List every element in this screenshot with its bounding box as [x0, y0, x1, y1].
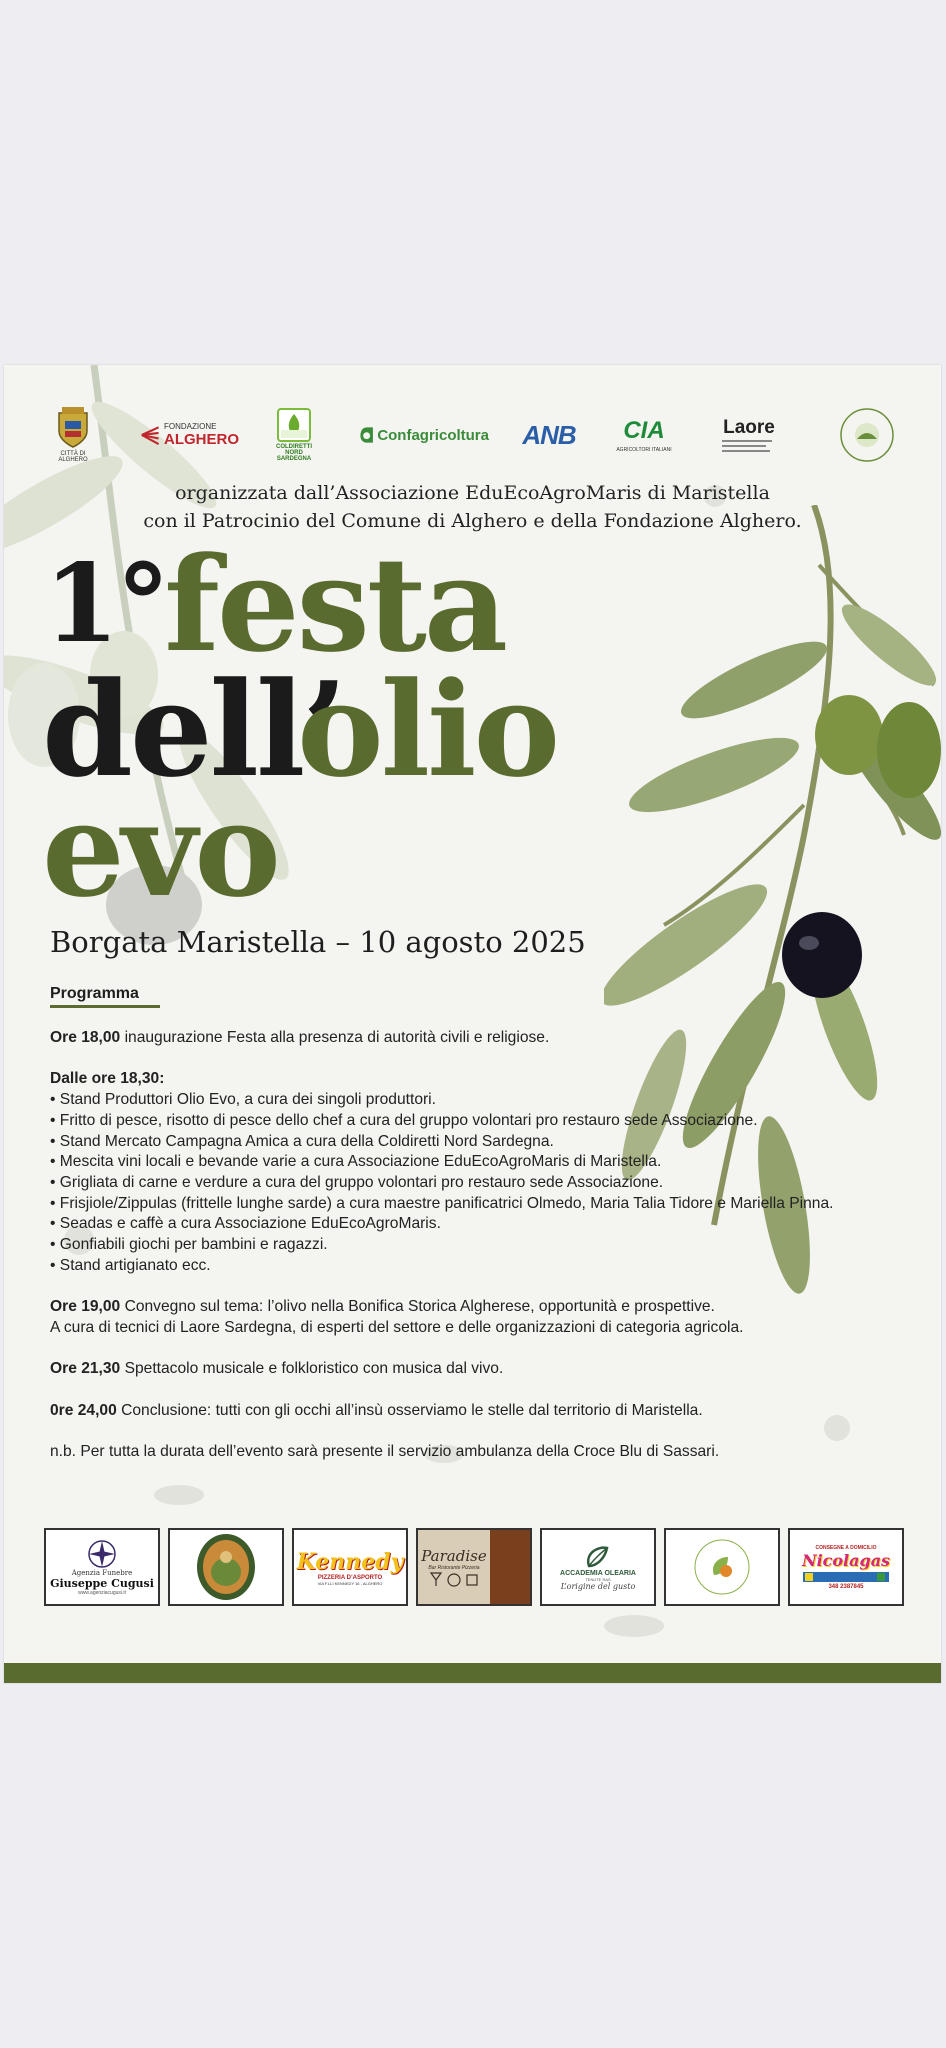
event-poster — [4, 365, 941, 1683]
partner-logos — [4, 405, 941, 475]
cia-logo — [609, 405, 679, 465]
laore-label: Laore — [723, 417, 775, 438]
program-bullet: • Stand Mercato Campagna Amica a cura della Coldiretti Nord Sardegna. — [50, 1132, 554, 1150]
agenzia-url: www.agenziacugusi.it — [78, 1589, 126, 1596]
sponsor-paradise — [416, 1528, 532, 1606]
program-time: Ore 18,00 — [50, 1029, 121, 1046]
sponsor-agriturismo — [168, 1528, 284, 1606]
sponsor-nicolagas — [788, 1528, 904, 1606]
organizer-line-2: con il Patrocinio del Comune di Alghero e della Fondazione Alghero. — [143, 510, 802, 532]
title-festa: festa — [164, 528, 506, 681]
citta-di-alghero-caption: CITTÀ DI ALGHERO — [58, 451, 88, 463]
giuseppe-cugusi-label: Giuseppe Cugusi — [50, 1576, 154, 1590]
paradise-label: Paradise — [421, 1547, 487, 1565]
confagricoltura-mark-icon — [359, 422, 374, 448]
fondazione-burst-icon — [139, 418, 160, 452]
title-olio: olio — [297, 653, 558, 806]
program-bullet: • Fritto di pesce, risotto di pesce dello chef a cura del gruppo volontari pro restauro sede Associazione. — [50, 1111, 758, 1129]
program-text: inaugurazione Festa alla presenza di autorità civili e religiose. — [120, 1029, 550, 1046]
gas-cylinders-icon — [801, 1570, 891, 1584]
place-and-date: Borgata Maristella – 10 agosto 2025 — [50, 925, 586, 959]
footer-bar — [4, 1663, 941, 1683]
program-list — [50, 1028, 930, 1463]
eduecoagromaris-logo — [834, 405, 900, 465]
program-bullet: • Frisjiole/Zippulas (frittelle lunghe sarde) a cura maestre panificatrici Olmedo, Maria Talia Tidore e Mariella Pinna. — [50, 1194, 834, 1212]
program-bullet: • Grigliata di carne e verdure a cura del gruppo volontari pro restauro sede Associazione. — [50, 1173, 664, 1191]
laore-logo — [709, 405, 789, 465]
compass-rose-icon — [87, 1539, 117, 1569]
program-text: Conclusione: tutti con gli occhi all’insù osserviamo le stelle dal territorio di Maristella. — [116, 1401, 703, 1419]
anb-label: ANB — [522, 419, 576, 450]
cocktail-glass-icon — [427, 1571, 481, 1587]
program-bullet: • Seadas e caffè a cura Associazione EduEcoAgroMaris. — [50, 1215, 441, 1233]
program-bullet: • Stand Produttori Olio Evo, a cura dei singoli produttori. — [50, 1091, 436, 1109]
cia-label: CIA — [623, 417, 665, 444]
program-time: Ore 21,30 — [50, 1360, 121, 1378]
fondazione-label: FONDAZIONE — [164, 422, 217, 431]
tenute-circle-logo-icon — [692, 1537, 752, 1597]
program-text: Spettacolo musicale e folkloristico con musica dal vivo. — [120, 1360, 504, 1378]
paradise-photo — [490, 1530, 530, 1604]
kennedy-address: VIA F.LLI KENNEDY 16 - ALGHERO — [317, 1580, 383, 1586]
confagricoltura-logo — [359, 405, 489, 465]
cia-caption: AGRICOLTORI ITALIANI — [616, 447, 672, 453]
agenzia-funebre-label: Agenzia Funebre — [71, 1568, 133, 1577]
sponsor-kennedy — [292, 1528, 408, 1606]
program-bullet: • Stand artigianato ecc. — [50, 1256, 211, 1274]
sponsor-agenzia-funebre — [44, 1528, 160, 1606]
program-text: Convegno sul tema: l’olivo nella Bonifica Storica Algherese, opportunità e prospettive. — [120, 1298, 715, 1316]
citta-di-alghero-logo — [48, 405, 98, 465]
program-note: n.b. Per tutta la durata dell’evento sarà presente il servizio ambulanza della Croce Blu di Sassari. — [50, 1442, 720, 1460]
program-bullet: • Mescita vini locali e bevande varie a cura Associazione EduEcoAgroMaris di Maristella. — [50, 1153, 662, 1171]
accademia-tagline: L’origine del gusto — [560, 1581, 636, 1591]
title-evo: evo — [42, 773, 278, 926]
tenute-ras-label: TENUTE RAS — [585, 1576, 611, 1582]
nicolagas-phone: 348 2387845 — [828, 1583, 864, 1590]
sponsor-tenute-san-giacomo — [664, 1528, 780, 1606]
program-item-1900 — [50, 1297, 930, 1318]
program-heading-underline — [50, 1005, 160, 1008]
coldiretti-leaf-icon — [277, 408, 311, 442]
program-time: Ore 19,00 — [50, 1298, 121, 1316]
eduecoagromaris-circle-icon — [839, 407, 895, 463]
program-time: 0re 24,00 — [50, 1401, 117, 1419]
sponsor-accademia-olearia — [540, 1528, 656, 1606]
nicolagas-label: Nicolagas — [801, 1550, 891, 1570]
kennedy-label: Kennedy — [296, 1548, 404, 1575]
fondazione-alghero-logo — [139, 405, 239, 465]
title-dell: dell’ — [42, 653, 345, 806]
sponsor-logos — [44, 1528, 924, 1608]
nicolagas-subtitle: CONSEGNE A DOMICILIO — [815, 1544, 877, 1551]
organizer-line-1: organizzata dall’Associazione EduEcoAgroMaris di Maristella — [175, 482, 770, 504]
olive-leaf-logo-icon — [583, 1544, 613, 1570]
accademia-olearia-label: ACCADEMIA OLEARIA — [560, 1569, 636, 1577]
coat-of-arms-icon — [56, 407, 90, 449]
confagricoltura-label: Confagricoltura — [377, 426, 489, 444]
program-item-2400 — [50, 1401, 930, 1422]
program-time-1830: Dalle ore 18,30: — [50, 1070, 165, 1088]
program-bullet: • Gonfiabili giochi per bambini e ragazzi. — [50, 1236, 328, 1254]
alghero-label: ALGHERO — [164, 431, 239, 448]
coldiretti-caption: COLDIRETTI NORD SARDEGNA — [276, 444, 312, 462]
program-heading: Programma — [50, 985, 139, 1002]
program-item-2130 — [50, 1359, 930, 1380]
program-item-1800 — [50, 1028, 930, 1049]
title-ordinal: 1° — [44, 541, 168, 667]
coldiretti-logo — [269, 405, 319, 465]
paradise-subtitle: Bar Ristorante Pizzeria — [428, 1565, 480, 1571]
laore-small-text-lines-icon — [722, 439, 776, 453]
program-item-1900-detail: A cura di tecnici di Laore Sardegna, di esperti del settore e delle organizzazioni di categoria agricola. — [50, 1318, 744, 1336]
kennedy-subtitle: PIZZERIA D’ASPORTO — [317, 1574, 383, 1581]
anb-logo — [514, 405, 584, 465]
round-badge-logo-icon — [195, 1532, 257, 1602]
